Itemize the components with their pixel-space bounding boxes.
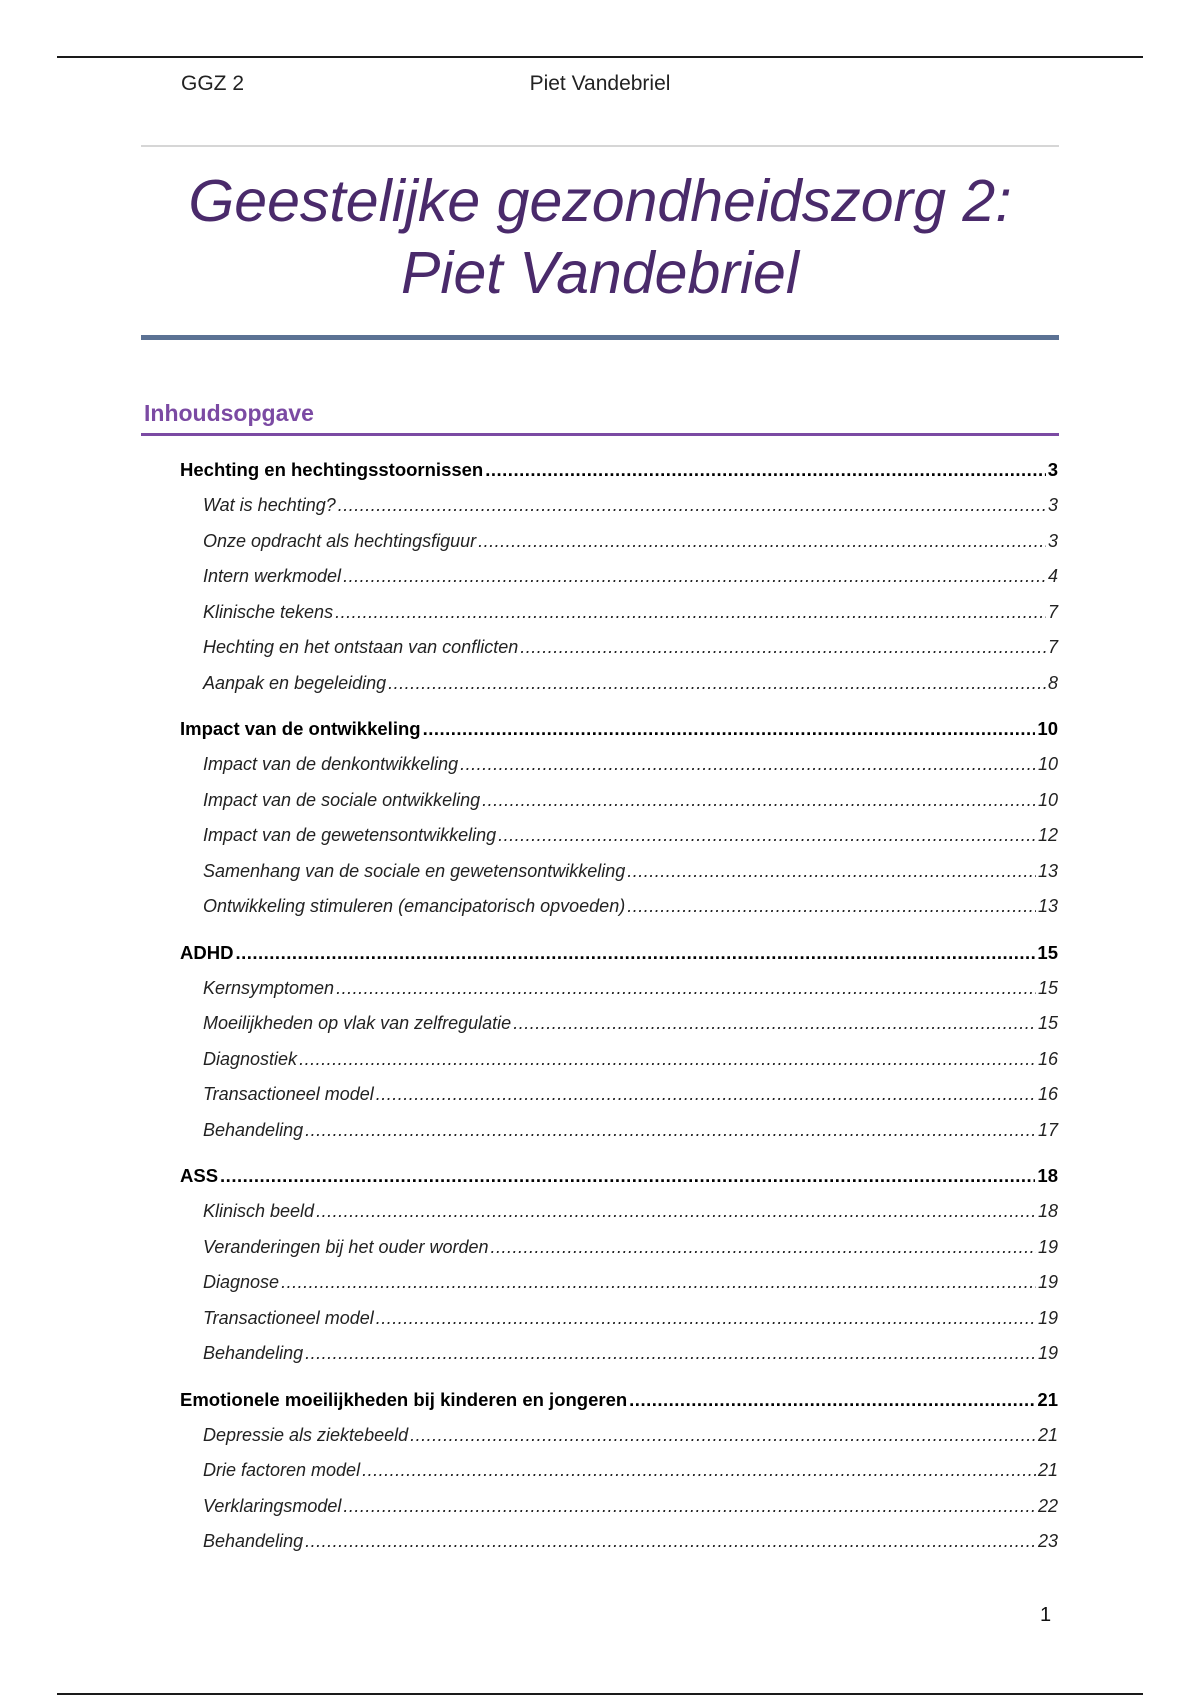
toc-section (180, 1158, 1058, 1372)
dot-leader (478, 524, 1046, 560)
toc-entry-title: Impact van de gewetensontwikkeling (203, 825, 497, 845)
toc-section (180, 452, 1058, 701)
toc-entry-page: 12 (1037, 825, 1058, 845)
toc-entry-title: Impact van de denkontwikkeling (203, 754, 459, 774)
toc-heading-underline (141, 433, 1059, 436)
dot-leader (335, 595, 1046, 631)
header-author: Piet Vandebriel (529, 72, 671, 95)
toc-entry-title: Samenhang van de sociale en gewetensontwikkeling (203, 860, 626, 881)
toc-entry-page: 18 (1037, 1165, 1058, 1186)
toc-entry-page: 19 (1037, 1307, 1058, 1328)
toc-entry-subsection[interactable] (180, 524, 1058, 560)
toc-entry-subsection[interactable] (180, 488, 1058, 524)
toc-section (180, 1382, 1058, 1560)
toc-entry-title: Impact van de ontwikkeling (180, 718, 421, 739)
dot-leader (316, 1194, 1036, 1230)
dot-leader (336, 971, 1036, 1007)
dot-leader (627, 854, 1036, 890)
toc-entry-page: 15 (1037, 977, 1058, 998)
toc-entry-subsection[interactable] (180, 1453, 1058, 1489)
toc-entry-title: Klinisch beeld (203, 1201, 315, 1221)
toc-entry-subsection[interactable] (180, 783, 1058, 819)
toc-entry-page: 3 (1047, 459, 1058, 480)
top-rule (57, 56, 1143, 58)
dot-leader (343, 1489, 1036, 1525)
toc-entry-title: Impact van de sociale ontwikkeling (203, 789, 481, 810)
toc-entry-page: 18 (1037, 1201, 1058, 1221)
toc-entry-page: 15 (1037, 941, 1058, 963)
toc-entry-subsection[interactable] (180, 854, 1058, 890)
dot-leader (220, 1158, 1035, 1194)
toc-section (180, 711, 1058, 925)
toc-entry-subsection[interactable] (180, 1301, 1058, 1337)
toc-entry-subsection[interactable] (180, 666, 1058, 702)
dot-leader (388, 666, 1046, 702)
toc-entry-page: 21 (1037, 1388, 1058, 1410)
toc-entry-page: 7 (1047, 601, 1058, 622)
toc-entry-title: Verklaringsmodel (203, 1495, 342, 1516)
toc-entry-page: 19 (1037, 1343, 1058, 1363)
dot-leader (343, 559, 1046, 595)
header-course: GGZ 2 (181, 72, 245, 95)
title-line-2: Piet Vandebriel (401, 240, 799, 306)
toc-entry-chapter[interactable] (180, 711, 1058, 747)
toc-entry-title: Behandeling (203, 1531, 304, 1551)
toc-entry-subsection[interactable] (180, 1230, 1058, 1266)
toc-entry-title: Emotionele moeilijkheden bij kinderen en jongeren (180, 1388, 628, 1410)
toc-entry-title: Behandeling (203, 1343, 304, 1363)
toc-entry-title: Diagnostiek (203, 1048, 298, 1069)
dot-leader (627, 889, 1036, 925)
toc-entry-page: 13 (1037, 896, 1058, 916)
toc-entry-page: 22 (1037, 1495, 1058, 1516)
toc-entry-page: 16 (1037, 1048, 1058, 1069)
toc-entry-subsection[interactable] (180, 1265, 1058, 1301)
toc-entry-subsection[interactable] (180, 1077, 1058, 1113)
toc-entry-subsection[interactable] (180, 1113, 1058, 1149)
toc-entry-title: Wat is hechting? (203, 495, 336, 515)
toc-entry-title: Veranderingen bij het ouder worden (203, 1236, 489, 1257)
dot-leader (235, 935, 1035, 971)
toc-entry-subsection[interactable] (180, 818, 1058, 854)
toc-entry-title: Kernsymptomen (203, 977, 335, 998)
dot-leader (460, 747, 1036, 783)
table-of-contents (180, 452, 1058, 1570)
toc-entry-page: 16 (1037, 1084, 1058, 1104)
toc-entry-page: 19 (1037, 1272, 1058, 1292)
toc-entry-page: 21 (1037, 1424, 1058, 1445)
toc-entry-subsection[interactable] (180, 559, 1058, 595)
toc-entry-page: 7 (1047, 637, 1058, 657)
toc-entry-page: 15 (1037, 1013, 1058, 1033)
dot-leader (520, 630, 1046, 666)
toc-entry-page: 13 (1037, 860, 1058, 881)
toc-entry-subsection[interactable] (180, 1336, 1058, 1372)
toc-entry-page: 10 (1037, 718, 1058, 739)
toc-entry-subsection[interactable] (180, 889, 1058, 925)
toc-entry-page: 3 (1047, 495, 1058, 515)
toc-entry-subsection[interactable] (180, 1489, 1058, 1525)
toc-entry-subsection[interactable] (180, 971, 1058, 1007)
dot-leader (498, 818, 1036, 854)
dot-leader (281, 1265, 1036, 1301)
toc-entry-subsection[interactable] (180, 595, 1058, 631)
toc-entry-title: Depressie als ziektebeeld (203, 1424, 409, 1445)
toc-entry-subsection[interactable] (180, 747, 1058, 783)
toc-entry-title: Ontwikkeling stimuleren (emancipatorisch opvoeden) (203, 896, 626, 916)
toc-entry-subsection[interactable] (180, 1194, 1058, 1230)
toc-entry-title: Drie factoren model (203, 1460, 361, 1480)
toc-entry-page: 21 (1037, 1460, 1058, 1480)
toc-entry-page: 19 (1037, 1236, 1058, 1257)
toc-entry-title: ASS (180, 1165, 219, 1186)
dot-leader (362, 1453, 1036, 1489)
toc-entry-title: Hechting en hechtingsstoornissen (180, 459, 484, 480)
toc-entry-title: Behandeling (203, 1119, 304, 1140)
dot-leader (305, 1113, 1036, 1149)
dot-leader (338, 488, 1046, 524)
toc-entry-page: 3 (1047, 530, 1058, 551)
toc-entry-page: 4 (1047, 566, 1058, 586)
dot-leader (410, 1418, 1036, 1454)
dot-leader (299, 1042, 1036, 1078)
document-title (141, 165, 1059, 309)
toc-entry-chapter[interactable] (180, 452, 1058, 488)
toc-entry-subsection[interactable] (180, 1524, 1058, 1560)
dot-leader (423, 711, 1036, 747)
toc-entry-title: Klinische tekens (203, 601, 334, 622)
toc-entry-title: Intern werkmodel (203, 566, 342, 586)
dot-leader (305, 1524, 1036, 1560)
toc-entry-page: 8 (1047, 672, 1058, 693)
toc-section (180, 935, 1058, 1149)
toc-entry-chapter[interactable] (180, 1158, 1058, 1194)
dot-leader (629, 1382, 1035, 1418)
toc-entry-title: ADHD (180, 941, 234, 963)
dot-leader (513, 1006, 1036, 1042)
toc-entry-page: 17 (1037, 1119, 1058, 1140)
toc-entry-title: Moeilijkheden op vlak van zelfregulatie (203, 1013, 512, 1033)
dot-leader (482, 783, 1036, 819)
toc-entry-chapter[interactable] (180, 1382, 1058, 1418)
toc-heading: Inhoudsopgave (144, 400, 314, 426)
toc-entry-page: 23 (1037, 1531, 1058, 1551)
page-header (0, 72, 1200, 102)
toc-entry-title: Transactioneel model (203, 1084, 374, 1104)
toc-entry-title: Hechting en het ontstaan van conflicten (203, 637, 519, 657)
toc-entry-subsection[interactable] (180, 630, 1058, 666)
dot-leader (491, 1230, 1036, 1266)
toc-entry-page: 10 (1037, 789, 1058, 810)
page-number: 1 (1040, 1604, 1052, 1626)
dot-leader (376, 1077, 1036, 1113)
toc-entry-title: Diagnose (203, 1272, 280, 1292)
toc-entry-title: Onze opdracht als hechtingsfiguur (203, 530, 477, 551)
title-line-1: Geestelijke gezondheidszorg 2: (188, 168, 1012, 234)
toc-entry-subsection[interactable] (180, 1042, 1058, 1078)
toc-entry-title: Transactioneel model (203, 1307, 374, 1328)
bottom-rule (57, 1693, 1143, 1695)
dot-leader (485, 452, 1045, 488)
toc-entry-chapter[interactable] (180, 935, 1058, 971)
toc-entry-page: 10 (1037, 754, 1058, 774)
dot-leader (376, 1301, 1036, 1337)
dot-leader (305, 1336, 1036, 1372)
toc-entry-subsection[interactable] (180, 1418, 1058, 1454)
header-divider (141, 145, 1059, 147)
title-underline (141, 335, 1059, 340)
toc-entry-subsection[interactable] (180, 1006, 1058, 1042)
toc-entry-title: Aanpak en begeleiding (203, 672, 387, 693)
